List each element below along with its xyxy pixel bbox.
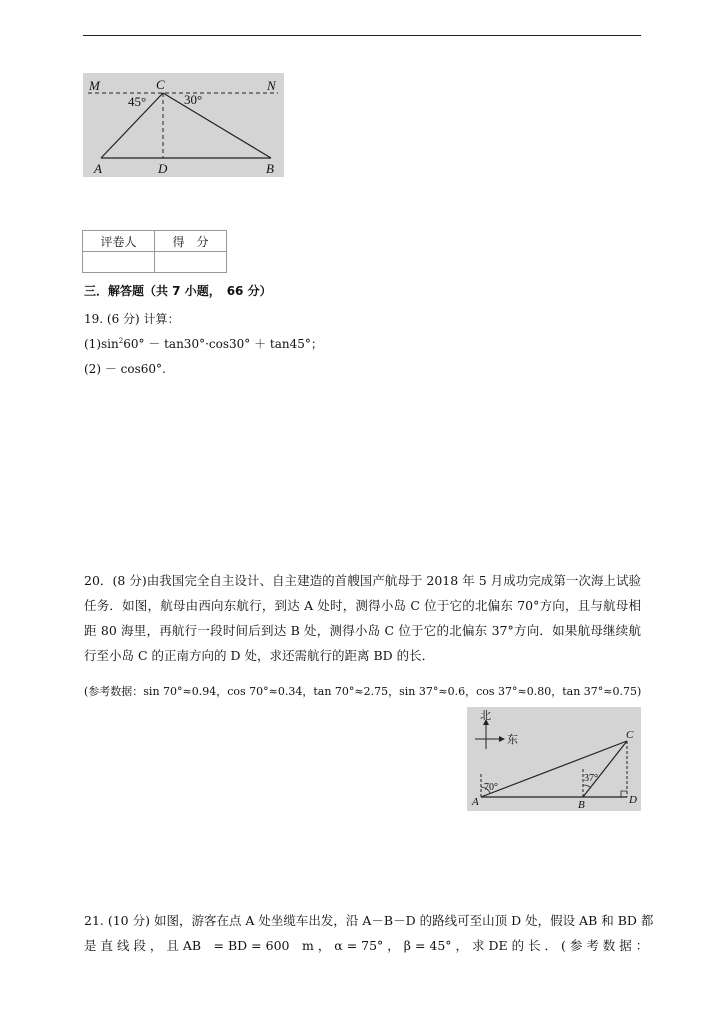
segment-cb — [163, 93, 271, 158]
angle-37-label: 37° — [584, 773, 598, 784]
q19-part1-exponent: 2 — [118, 337, 124, 345]
label-n: N — [267, 78, 276, 93]
angle-70-label: 70° — [484, 782, 498, 793]
header-rule — [83, 35, 641, 36]
q19-part1-rest: 60° － tan30°·cos30° ＋ tan45°； — [123, 337, 323, 351]
label-c: C — [156, 77, 165, 92]
angle-arc-b — [583, 785, 590, 787]
figure-triangle-svg — [83, 73, 284, 177]
q21-line1: 21. (10 分) 如图，游客在点 A 处坐缆车出发，沿 A－B－D 的路线可至山顶 D 处，假设 AB 和 BD 都 — [84, 913, 654, 928]
label-a: A — [472, 796, 479, 808]
q20-text: 20．(8 分)由我国完全自主设计、自主建造的首艘国产航母于 2018 年 5 月成功完成第一次海上试验任务．如图，航母由西向东航行，到达 A 处时，测得小岛 C 位于它的北偏东 70°方向，且与航母相距 80 海里，再航行一段时间后到达 B 处，测得小岛 C 位于它的北偏东 37°方向．如果航母继续航行至小岛 C 的正南方向的 D 处，求还需航行的距离 BD 的长． — [84, 573, 641, 663]
figure-navigation-svg — [467, 707, 641, 811]
figure-navigation — [467, 707, 641, 811]
label-b: B — [266, 161, 274, 176]
score-table-header-row — [83, 231, 227, 252]
label-b: B — [578, 799, 585, 811]
label-m: M — [89, 78, 100, 93]
label-d: D — [158, 161, 168, 176]
q19-part2: (2) － cos60°. — [84, 362, 166, 376]
score-table-score-header: 得 分 — [155, 231, 227, 252]
figure-triangle-acb — [83, 73, 284, 177]
label-c: C — [626, 729, 634, 741]
score-table-grader-header: 评卷人 — [83, 231, 155, 252]
section-title: 三．解答题（共 7 小题， 66 分） — [84, 284, 272, 298]
q19-header: 19. (6 分) 计算： — [84, 312, 180, 326]
score-table-score-cell — [155, 252, 227, 273]
angle-30-label: 30° — [184, 92, 203, 107]
q19-part1 — [84, 335, 323, 352]
score-table — [82, 230, 227, 273]
label-a: A — [94, 161, 102, 176]
compass-east-arrow-icon — [499, 736, 505, 742]
compass-north-label: 北 — [480, 710, 491, 722]
q21-line2: 是 直 线 段 ， 且 AB = BD = 600 m ， α = 75° ， β = 45° ， 求 DE 的 长 ． ( 参 考 数 据 ： — [84, 938, 649, 953]
q19-part1-prefix: (1)sin — [84, 337, 119, 351]
score-table-value-row — [83, 252, 227, 273]
label-d: D — [629, 794, 637, 806]
compass-east-label: 东 — [507, 734, 518, 746]
score-table-grader-cell — [83, 252, 155, 273]
right-angle-mark — [621, 791, 627, 797]
angle-45-label: 45° — [128, 94, 147, 109]
q20-reference-data: (参考数据：sin 70°≈0.94，cos 70°≈0.34，tan 70°≈2.75，sin 37°≈0.6，cos 37°≈0.80，tan 37°≈0.75) — [84, 685, 642, 698]
